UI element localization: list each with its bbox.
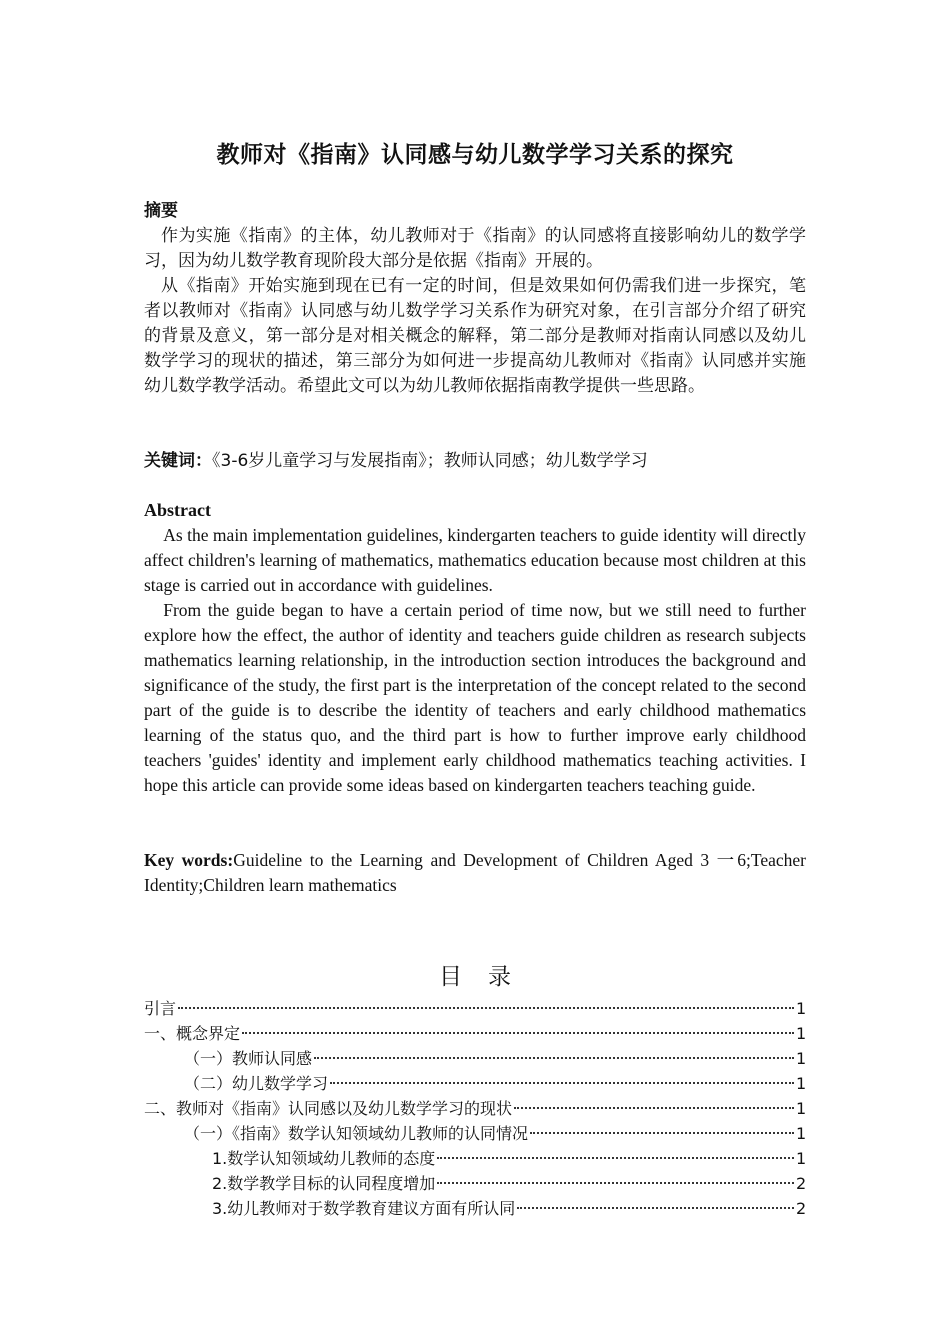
toc-entry-label: （二）幼儿数学学习: [184, 1074, 329, 1093]
abstract-en-paragraph-2: From the guide began to have a certain period of time now, but we still need to further explore how the effect, the author of identity and teachers guide children as research subjects mathematics learning relationship, in the introduction section introduces the background and significance of the study, the first part is the interpretation of the concept related to the second part of the guide is to describe the identity of teachers and early childhood mathematics learning of the status quo, and the third part is how to further improve early childhood teachers 'guides' identity and implement early childhood mathematics teaching activities. I hope this article can provide some ideas based on kindergarten teachers teaching guide.: [144, 600, 806, 795]
toc-entry[interactable]: [144, 996, 806, 1021]
toc-entry-page: 2: [796, 1199, 807, 1218]
toc-entry-label: 引言: [144, 999, 177, 1018]
keywords-en-text: Guideline to the Learning and Development of Children Aged 3 一6;Teacher Identity;Children learn mathematics: [144, 850, 806, 895]
english-abstract: [144, 498, 806, 798]
toc-entry-page: 2: [796, 1174, 807, 1193]
toc-leader-dots: [437, 1157, 794, 1159]
toc-entry-label: 3.幼儿教师对于数学教育建议方面有所认同: [212, 1199, 516, 1218]
keywords-en-label: Key words:: [144, 850, 234, 870]
toc-entry[interactable]: [144, 1096, 806, 1121]
toc-entry-label: （一）教师认同感: [184, 1049, 313, 1068]
toc-entry-page: 1: [796, 1024, 807, 1043]
toc-leader-dots: [314, 1057, 794, 1059]
abstract-en-paragraph-1: As the main implementation guidelines, kindergarten teachers to guide identity will directly affect children's learning of mathematics, mathematics education because most children at this stage is carried out in accordance with guidelines.: [144, 525, 806, 595]
toc-entry-page: 1: [796, 1049, 807, 1068]
toc-entry-page: 1: [796, 1124, 807, 1143]
toc-entry-page: 1: [796, 1074, 807, 1093]
toc-entry[interactable]: [144, 1196, 806, 1221]
toc-title: 目录: [439, 964, 537, 990]
toc-entry[interactable]: [144, 1071, 806, 1096]
document-title: 教师对《指南》认同感与幼儿数学学习关系的探究: [216, 142, 734, 168]
toc-leader-dots: [514, 1107, 794, 1109]
toc-leader-dots: [178, 1007, 794, 1009]
abstract-heading-zh: 摘要: [144, 201, 178, 221]
toc-entry-page: 1: [796, 1099, 807, 1118]
toc-entry-label: （一）《指南》数学认知领域幼儿教师的认同情况: [184, 1124, 529, 1143]
toc-entry[interactable]: [144, 1046, 806, 1071]
toc-entry[interactable]: [144, 1021, 806, 1046]
toc-entry[interactable]: [144, 1171, 806, 1196]
toc-entry-label: 1.数学认知领域幼儿教师的态度: [212, 1149, 436, 1168]
keywords-zh: [144, 449, 806, 474]
toc-entry[interactable]: [144, 1121, 806, 1146]
toc-entry-page: 1: [796, 1149, 807, 1168]
toc-entry-label: 二、教师对《指南》认同感以及幼儿数学学习的现状: [144, 1099, 513, 1118]
abstract-heading-en: Abstract: [144, 500, 211, 520]
keywords-zh-text: 《3-6岁儿童学习与发展指南》；教师认同感；幼儿数学学习: [212, 451, 648, 471]
chinese-abstract: [144, 199, 806, 399]
toc-leader-dots: [530, 1132, 794, 1134]
table-of-contents: [144, 996, 806, 1221]
toc-entry[interactable]: [144, 1146, 806, 1171]
toc-leader-dots: [437, 1182, 794, 1184]
toc-entry-label: 一、概念界定: [144, 1024, 241, 1043]
abstract-zh-paragraph-2: 从《指南》开始实施到现在已有一定的时间，但是效果如何仍需我们进一步探究，笔者以教师对《指南》认同感与幼儿数学学习关系作为研究对象，在引言部分介绍了研究的背景及意义，第一部分是对相关概念的解释，第二部分是教师对指南认同感以及幼儿数学学习的现状的描述，第三部分为如何进一步提高幼儿教师对《指南》认同感并实施幼儿数学教学活动。希望此文可以为幼儿教师依据指南教学提供一些思路。: [144, 276, 806, 396]
toc-leader-dots: [242, 1032, 794, 1034]
toc-entry-label: 2.数学教学目标的认同程度增加: [212, 1174, 436, 1193]
keywords-en: [144, 848, 806, 898]
keywords-zh-label: 关键词：: [144, 451, 212, 471]
toc-leader-dots: [330, 1082, 794, 1084]
toc-entry-page: 1: [796, 999, 807, 1018]
abstract-zh-paragraph-1: 作为实施《指南》的主体，幼儿教师对于《指南》的认同感将直接影响幼儿的数学学习，因为幼儿数学教育现阶段大部分是依据《指南》开展的。: [144, 226, 806, 271]
toc-leader-dots: [517, 1207, 794, 1209]
